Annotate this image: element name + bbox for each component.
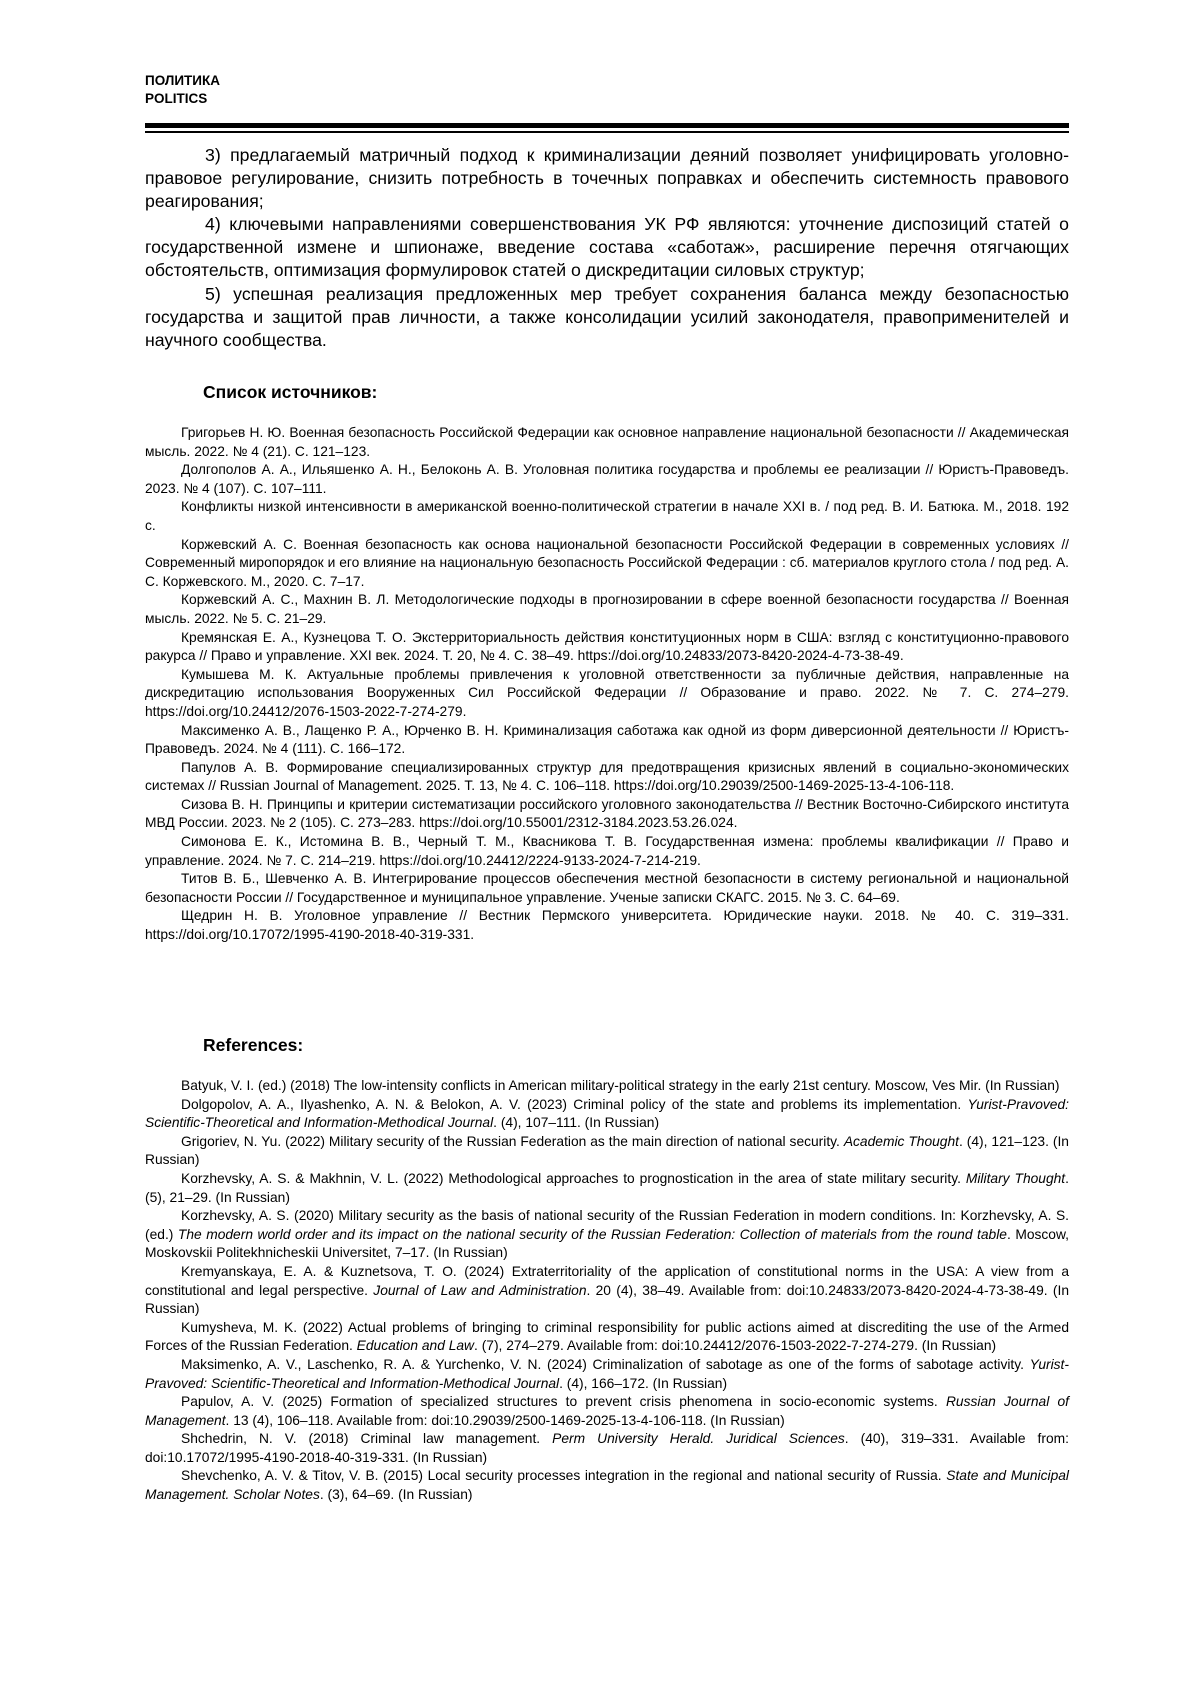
reference-item: [145, 1170, 1069, 1207]
reference-text: Shchedrin, N. V. (2018) Criminal law management.: [181, 1431, 553, 1447]
references-heading: References:: [203, 1035, 304, 1055]
source-item: Титов В. Б., Шевченко А. В. Интегрирование процессов обеспечения местной безопасности в систему региональной и национальной безопасности России // Государственное и муниципальное управление. Ученые записки СКАГС. 2015. № 3. С. 64–69.: [145, 871, 1069, 905]
header-section-ru: ПОЛИТИКА: [145, 73, 220, 88]
source-item: Коржевский А. С. Военная безопасность как основа национальной безопасности Российской Федерации в современных условиях // Современный миропорядок и его влияние на национальную безопасность Российской Федерации : сб. материалов круглого стола / под ред. А. С. Коржевского. М., 2020. С. 7–17.: [145, 536, 1069, 589]
reference-item: [145, 1356, 1069, 1393]
conclusion-item-4: 4) ключевыми направлениями совершенствования УК РФ являются: уточнение диспозиций статей о государственной измене и шпионаже, введение состава «саботаж», расширение перечня отягчающих обстоятельств, оптимизация формулировок статей о дискредитации силовых структур;: [145, 214, 1069, 281]
source-item: Конфликты низкой интенсивности в американской военно-политической стратегии в начале XXI в. / под ред. В. И. Батюка. М., 2018. 192 с.: [145, 499, 1069, 533]
reference-text: Grigoriev, N. Yu. (2022) Military security of the Russian Federation as the main direction of national security.: [181, 1133, 844, 1149]
sources-list: [145, 424, 1069, 945]
source-item: Папулов А. В. Формирование специализированных структур для предотвращения кризисных явлений в социально-экономических системах // Russian Journal of Management. 2025. Т. 13, № 4. С. 106–118. https://doi.org/10.29039/2500-1469-2025-13-4-106-118.: [145, 759, 1069, 794]
reference-text: Shevchenko, A. V. & Titov, V. B. (2015) Local security processes integration in the regional and national security of Russia.: [181, 1468, 947, 1484]
reference-text: . (4), 121–123. (In Russian): [145, 1133, 1069, 1168]
reference-text: Kremyanskaya, E. A. & Kuznetsova, T. O. (2024) Extraterritoriality of the application of constitutional norms in the USA: A view from a constitutional and legal perspective.: [145, 1263, 1069, 1298]
reference-item: [145, 1430, 1069, 1467]
conclusion-item-5: 5) успешная реализация предложенных мер требует сохранения баланса между безопасностью государства и защитой прав личности, а также консолидации усилий законодателя, правоприменителей и научного сообщества.: [145, 283, 1069, 350]
reference-text: Batyuk, V. I. (ed.) (2018) The low-intensity conflicts in American military-political strategy in the early 21st century. Moscow, Ves Mir. (In Russian): [181, 1078, 1060, 1093]
reference-source-title: Russian Journal of Management: [145, 1394, 1069, 1428]
reference-text: . (4), 166–172. (In Russian): [559, 1375, 728, 1391]
source-item: Максименко А. В., Лащенко Р. А., Юрченко В. Н. Криминализация саботажа как одной из форм диверсионной деятельности // Юристъ-Правоведъ. 2024. № 4 (111). С. 166–172.: [145, 722, 1069, 757]
reference-text: Korzhevsky, A. S. & Makhnin, V. L. (2022) Methodological approaches to prognostication in the area of state military security.: [181, 1170, 966, 1186]
reference-source-title: Education and Law: [356, 1338, 475, 1354]
reference-text: . 20 (4), 38–49. Available from: doi:10.24833/2073-8420-2024-4-73-38-49. (In Russian): [145, 1282, 1070, 1317]
source-item: Кремянская Е. А., Кузнецова Т. О. Экстерриториальность действия конституционных норм в США: взгляд с конституционно-правового ракурса // Право и управление. XXI век. 2024. Т. 20, № 4. С. 38–49. https://doi.org/10.24833/2073-8420-2024-4-73-38-49.: [145, 629, 1069, 664]
conclusions-text: [145, 144, 1069, 352]
reference-source-title: Academic Thought: [843, 1133, 959, 1149]
reference-source-title: Military Thought: [965, 1170, 1066, 1186]
reference-item: [145, 1393, 1069, 1430]
reference-text: Dolgopolov, A. A., Ilyashenko, A. N. & Belokon, A. V. (2023) Criminal policy of the state and problems its implementation.: [181, 1096, 968, 1112]
reference-text: . Moscow, Moskovskii Politekhnicheskii Universitet, 7–17. (In Russian): [145, 1226, 1070, 1261]
reference-source-title: State and Municipal Management. Scholar Notes: [145, 1468, 1070, 1503]
reference-item: [145, 1096, 1069, 1133]
source-item: Сизова В. Н. Принципы и критерии систематизации российского уголовного законодательства // Вестник Восточно-Сибирского института МВД России. 2023. № 2 (105). С. 273–283. https://doi.org/10.55001/2312-3184.2023.53.26.024.: [145, 796, 1069, 831]
source-item: Коржевский А. С., Махнин В. Л. Методологические подходы в прогнозировании в сфере военной безопасности государства // Военная мысль. 2022. № 5. С. 21–29.: [145, 592, 1069, 626]
reference-text: Kumysheva, M. K. (2022) Actual problems of bringing to criminal responsibility for public actions aimed at discrediting the use of the Armed Forces of the Russian Federation.: [145, 1319, 1069, 1354]
running-header: [145, 72, 220, 108]
reference-text: Papulov, A. V. (2025) Formation of specialized structures to prevent crisis phenomena in socio-economic systems.: [181, 1394, 946, 1410]
reference-item: [145, 1319, 1069, 1356]
reference-text: . 13 (4), 106–118. Available from: doi:10.29039/2500-1469-2025-13-4-106-118. (In Russian): [225, 1412, 785, 1428]
source-item: Григорьев Н. Ю. Военная безопасность Российской Федерации как основное направление национальной безопасности // Академическая мысль. 2022. № 4 (21). С. 121–123.: [145, 425, 1069, 459]
reference-text: . (4), 107–111. (In Russian): [493, 1115, 660, 1131]
source-item: Щедрин Н. В. Уголовное управление // Вестник Пермского университета. Юридические науки. 2018. № 40. С. 319–331. https://doi.org/10.17072/1995-4190-2018-40-319-331.: [145, 908, 1069, 943]
reference-item: [145, 1207, 1069, 1263]
reference-text: . (3), 64–69. (In Russian): [319, 1487, 473, 1503]
header-section-en: POLITICS: [145, 91, 208, 106]
header-rule-thick: [145, 123, 1069, 128]
reference-text: . (5), 21–29. (In Russian): [145, 1170, 1069, 1205]
sources-heading: Список источников:: [203, 382, 378, 402]
reference-item: [145, 1467, 1069, 1504]
header-rule-thin: [145, 131, 1069, 133]
reference-source-title: Journal of Law and Administration: [373, 1282, 587, 1298]
source-item: Кумышева М. К. Актуальные проблемы привлечения к уголовной ответственности за публичные действия, направленные на дискредитацию использования Вооруженных Сил Российской Федерации // Образование и право. 2022. № 7. С. 274–279. https://doi.org/10.24412/2076-1503-2022-7-274-279.: [145, 666, 1069, 719]
reference-source-title: Yurist-Pravoved: Scientific-Theoretical and Information-Methodical Journal: [145, 1356, 1069, 1391]
reference-source-title: Yurist-Pravoved: Scientific-Theoretical and Information-Methodical Journal: [145, 1096, 1069, 1131]
source-item: Симонова Е. К., Истомина В. В., Черный Т. М., Квасникова Т. В. Государственная измена: проблемы квалификации // Право и управление. 2024. № 7. С. 214–219. https://doi.org/10.24412/2224-9133-2024-7-214-219.: [145, 834, 1069, 868]
reference-item: [145, 1263, 1069, 1319]
conclusion-item-3: 3) предлагаемый матричный подход к криминализации деяний позволяет унифицировать уголовно-правовое регулирование, снизить потребность в точечных поправках и обеспечить системность правового реагирования;: [145, 145, 1069, 212]
reference-text: Maksimenko, A. V., Laschenko, R. A. & Yurchenko, V. N. (2024) Criminalization of sabotage as one of the forms of sabotage activity.: [181, 1356, 1030, 1372]
source-item: Долгополов А. А., Ильяшенко А. Н., Белоконь А. В. Уголовная политика государства и проблемы ее реализации // Юристъ-Правоведъ. 2023. № 4 (107). С. 107–111.: [145, 462, 1069, 496]
reference-text: . (40), 319–331. Available from: doi:10.17072/1995-4190-2018-40-319-331. (In Russian): [145, 1431, 1069, 1465]
reference-text: Korzhevsky, A. S. (2020) Military security as the basis of national security of the Russian Federation in modern conditions. In: Korzhevsky, A. S. (ed.): [145, 1208, 1069, 1242]
references-list: [145, 1077, 1069, 1505]
reference-text: . (7), 274–279. Available from: doi:10.24412/2076-1503-2022-7-274-279. (In Russian): [474, 1338, 997, 1354]
reference-source-title: Perm University Herald. Juridical Sciences: [552, 1431, 845, 1447]
reference-item: [145, 1133, 1069, 1170]
reference-item: [145, 1077, 1069, 1096]
reference-source-title: The modern world order and its impact on the national security of the Russian Federation: Collection of materials from the round table: [177, 1226, 1007, 1242]
